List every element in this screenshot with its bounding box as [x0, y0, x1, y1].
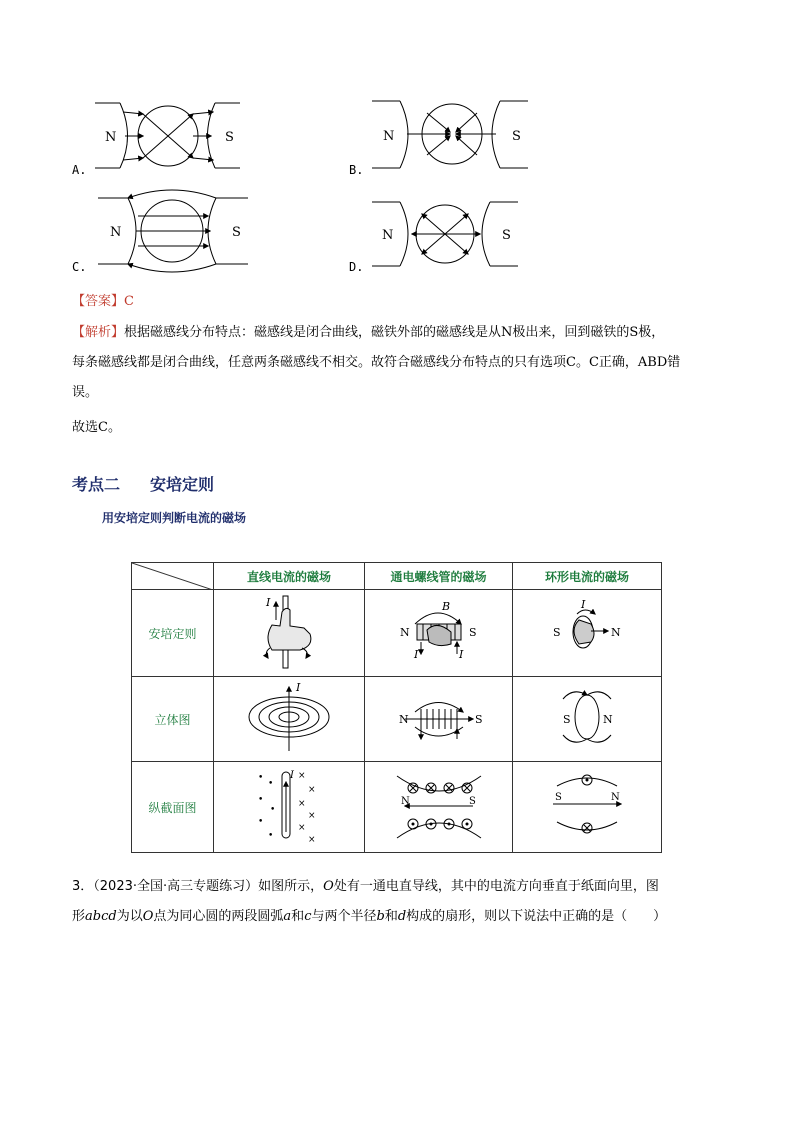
section-title	[72, 472, 214, 495]
straight-3d-figure	[214, 677, 365, 762]
ring-s-label: S	[553, 626, 561, 639]
svg-text:•: •	[270, 805, 276, 815]
option-d-label[interactable]: D.	[349, 260, 364, 274]
option-d-n-label: N	[382, 228, 394, 243]
option-c-s-label: S	[232, 225, 241, 240]
solenoid-section-n: N	[401, 796, 410, 807]
svg-text:×: ×	[298, 771, 306, 781]
answer-value: C	[124, 294, 134, 309]
solenoid-i-left: I	[414, 648, 419, 661]
svg-text:×: ×	[298, 823, 306, 833]
question-text: 形	[72, 909, 86, 924]
header-straight-current: 直线电流的磁场	[214, 563, 365, 590]
symbol-d: d	[397, 909, 407, 924]
ring-section-figure	[513, 762, 662, 853]
option-c-figure	[98, 194, 250, 270]
solenoid-section-s: S	[469, 796, 476, 807]
solenoid-section-figure	[365, 762, 513, 853]
svg-text:×: ×	[308, 785, 316, 795]
question-text: 和	[384, 909, 398, 924]
answer-line	[72, 292, 134, 312]
row-3d-view: 立体图	[132, 677, 214, 762]
question-source: （2023·全国·高三专题练习）	[93, 879, 259, 894]
option-a-figure	[95, 98, 245, 174]
ring-hand-figure	[513, 590, 662, 677]
ring-3d-s: S	[563, 713, 571, 726]
table-corner-cell	[132, 563, 214, 590]
option-a-n-label: N	[105, 130, 117, 145]
symbol-a: a	[283, 909, 292, 924]
straight-hand-figure	[214, 590, 365, 677]
ring-3d-n: N	[603, 713, 613, 726]
symbol-abcd: abcd	[85, 909, 117, 924]
option-b-label[interactable]: B.	[349, 163, 364, 177]
row-ampere-rule: 安培定则	[132, 590, 214, 677]
solenoid-hand-figure	[365, 590, 513, 677]
ring-section-s: S	[555, 792, 562, 803]
option-b-n-label: N	[383, 129, 395, 144]
option-a-label[interactable]: A.	[72, 163, 87, 177]
analysis-line3: 误。	[72, 385, 99, 400]
svg-text:•: •	[268, 779, 274, 789]
solenoid-3d-s: S	[475, 713, 483, 726]
solenoid-3d-n: N	[399, 713, 409, 726]
svg-text:•: •	[258, 817, 264, 827]
svg-text:×: ×	[308, 811, 316, 821]
ring-n-label: N	[611, 626, 621, 639]
option-d-s-label: S	[502, 228, 511, 243]
svg-text:•: •	[258, 773, 264, 783]
option-b-figure	[372, 98, 532, 174]
svg-text:×: ×	[298, 799, 306, 809]
answer-tag: 【答案】	[72, 294, 125, 309]
solenoid-b-label: B	[442, 600, 451, 613]
solenoid-i-right: I	[459, 648, 464, 661]
analysis-tag: 【解析】	[72, 325, 125, 340]
analysis-conclusion: 故选C。	[72, 420, 121, 435]
header-ring-current: 环形电流的磁场	[513, 563, 662, 590]
row-cross-section: 纵截面图	[132, 762, 214, 853]
question-3	[72, 872, 732, 932]
analysis-line2: 每条磁感线都是闭合曲线，任意两条磁感线不相交。故符合磁感线分布特点的只有选项C。C正确，ABD错	[72, 355, 681, 370]
solenoid-3d-figure	[365, 677, 513, 762]
straight-section-i: I	[290, 770, 294, 781]
question-number: 3．	[72, 879, 94, 894]
section-number: 考点二	[72, 475, 121, 494]
svg-text:•: •	[258, 795, 264, 805]
option-c-n-label: N	[110, 225, 122, 240]
option-b-s-label: S	[512, 129, 521, 144]
analysis-line1: 根据磁感线分布特点：磁感线是闭合曲线，磁铁外部的磁感线是从N极出来，回到磁铁的S极，	[124, 325, 665, 340]
option-a-s-label: S	[225, 130, 234, 145]
symbol-c: c	[304, 909, 312, 924]
question-text: 为以	[116, 909, 143, 924]
ring-section-n: N	[611, 792, 620, 803]
ring-3d-figure	[513, 677, 662, 762]
ampere-rule-table	[131, 562, 662, 853]
question-text: 与两个半径	[311, 909, 377, 924]
solenoid-s-label: S	[469, 626, 477, 639]
question-text: 构成的扇形，则以下说法中正确的是（ ）	[406, 909, 667, 924]
ring-current-i: I	[581, 598, 586, 611]
straight-section-figure	[214, 762, 365, 853]
question-text: 处有一通电直导线，其中的电流方向垂直于纸面向里，图	[333, 879, 659, 894]
straight-current-i: I	[266, 596, 271, 609]
option-d-figure	[372, 199, 520, 271]
analysis-block	[72, 323, 732, 403]
symbol-o: O	[323, 879, 334, 894]
question-text: 如图所示，	[258, 879, 324, 894]
symbol-o: O	[142, 909, 154, 924]
section-name: 安培定则	[150, 475, 215, 494]
symbol-b: b	[376, 909, 385, 924]
section-subtitle: 用安培定则判断电流的磁场	[102, 511, 247, 525]
solenoid-n-label: N	[400, 626, 410, 639]
svg-text:×: ×	[308, 835, 316, 845]
header-solenoid: 通电螺线管的磁场	[365, 563, 513, 590]
question-text: 点为同心圆的两段圆弧	[153, 909, 284, 924]
svg-text:•: •	[268, 831, 274, 841]
straight-3d-i: I	[296, 681, 301, 694]
option-c-label[interactable]: C.	[72, 260, 87, 274]
question-text: 和	[291, 909, 305, 924]
